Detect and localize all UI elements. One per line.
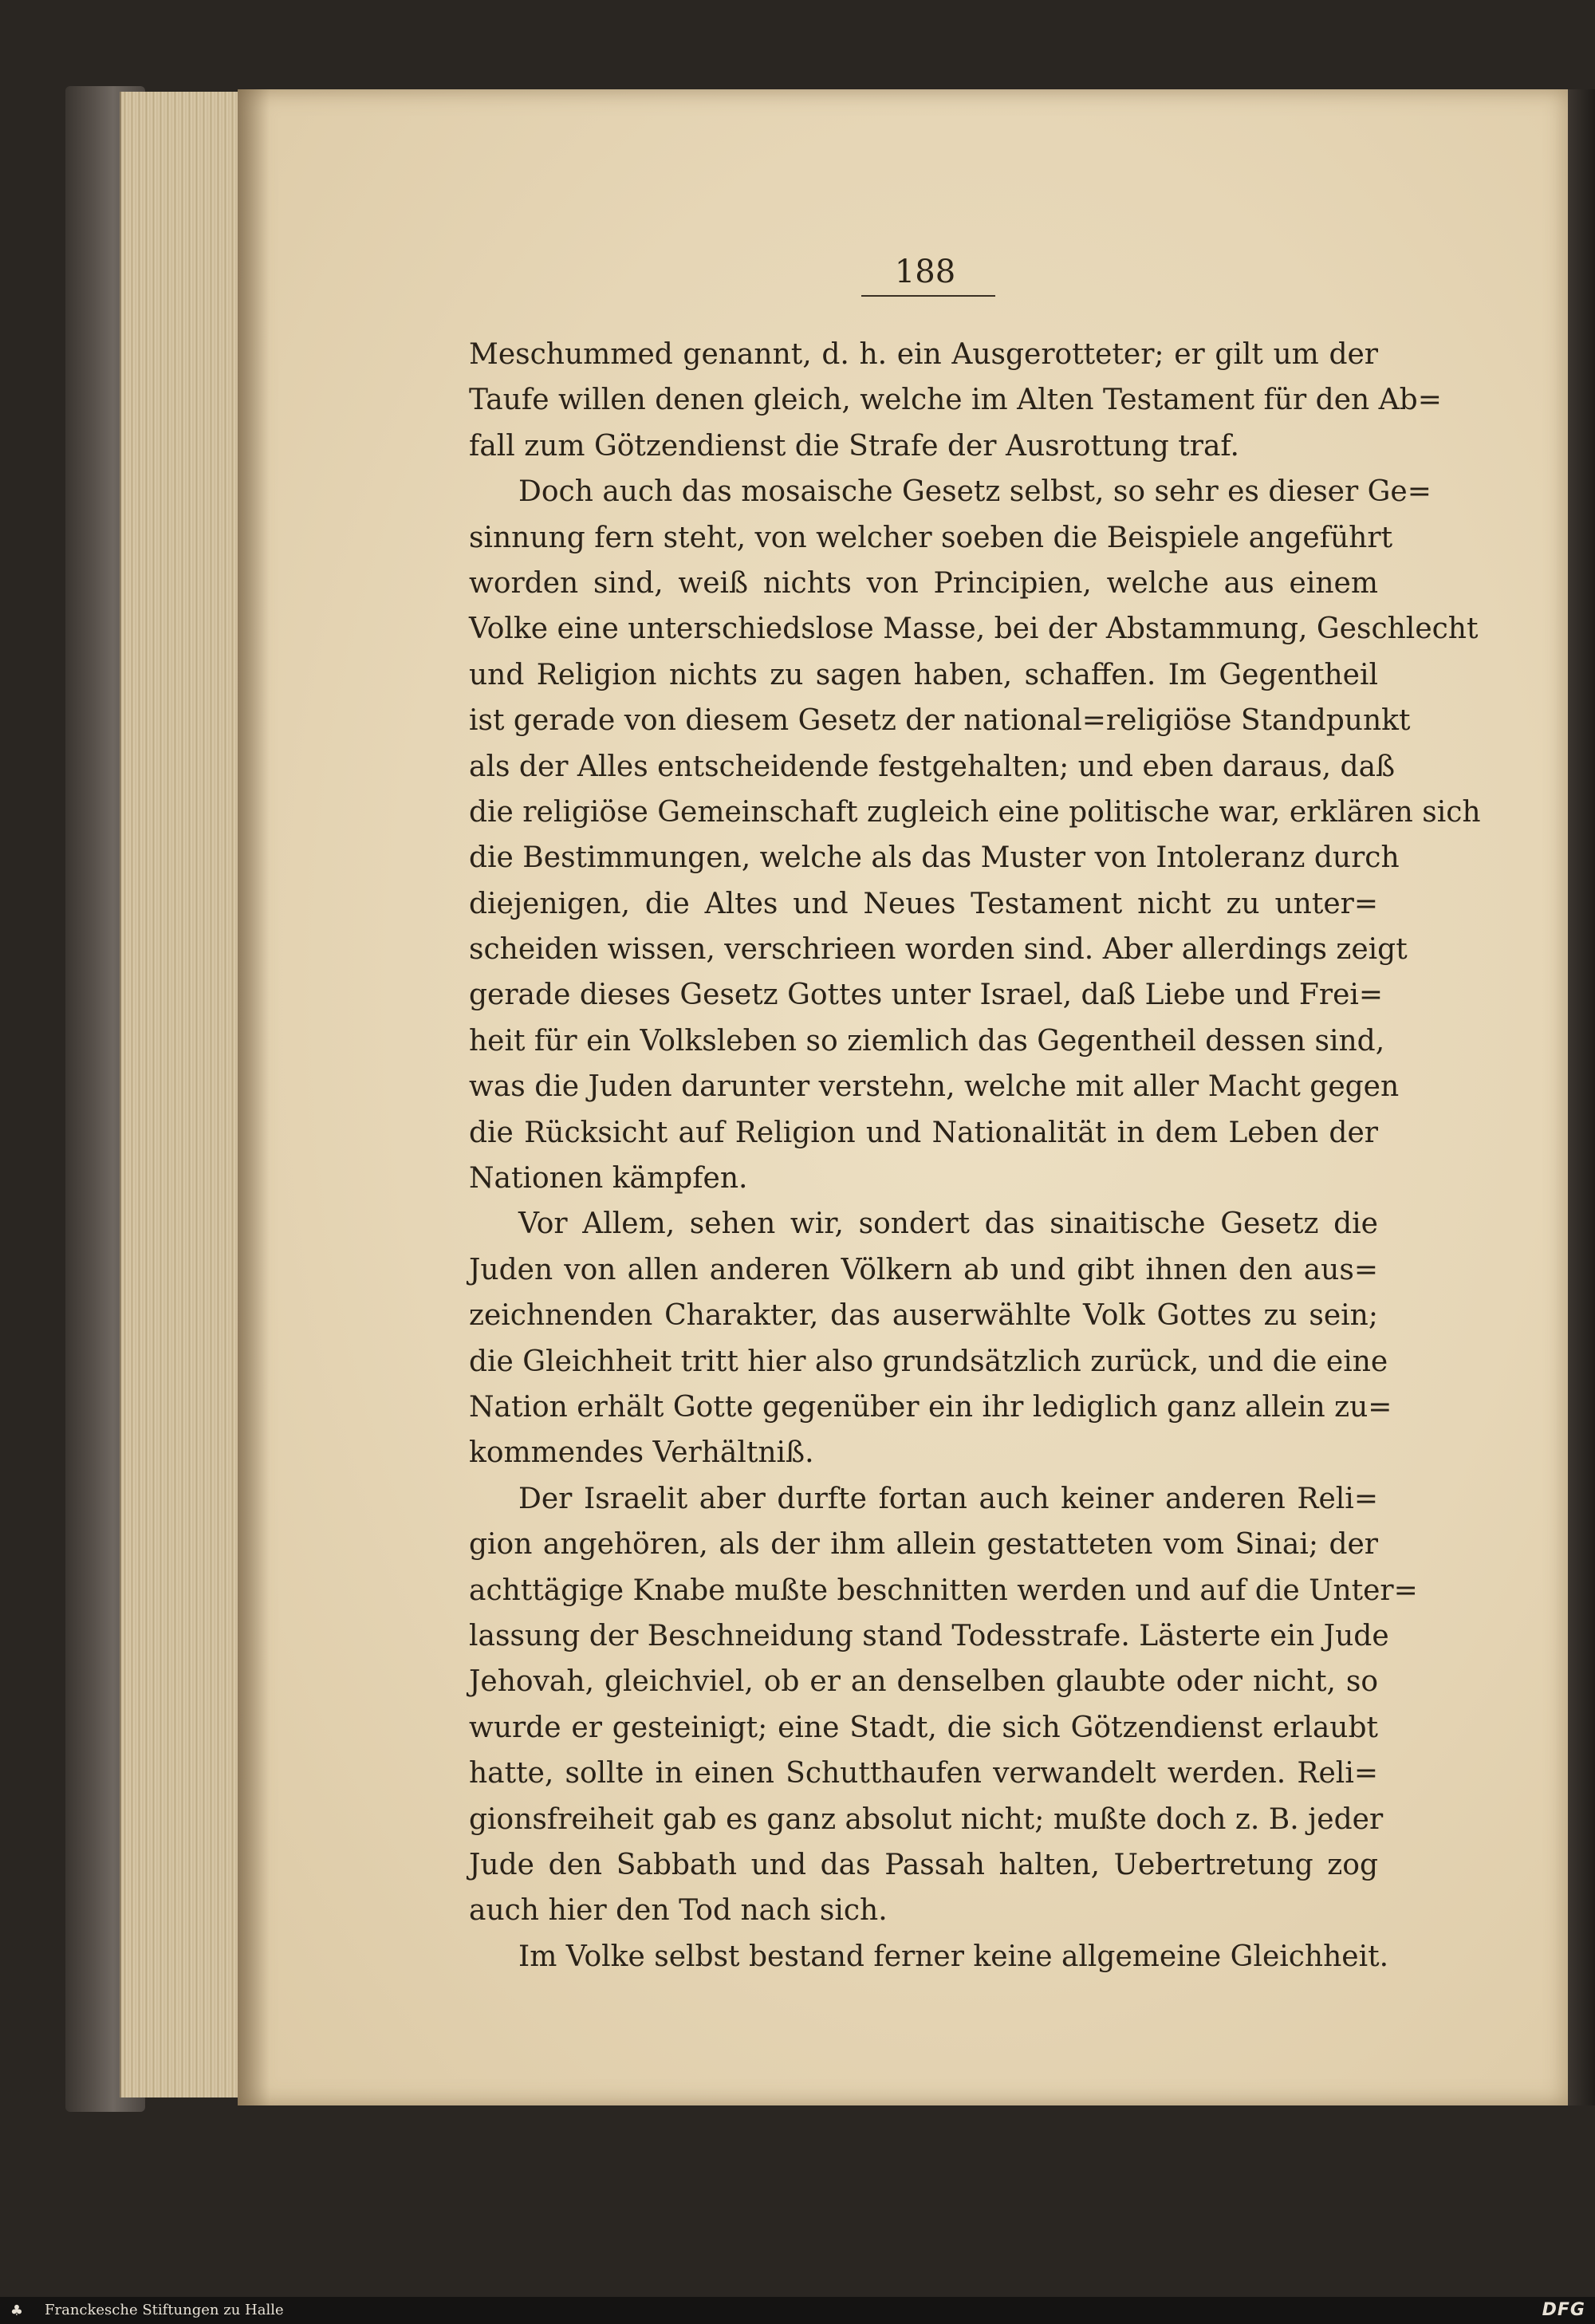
text-line: gerade dieses Gesetz Gottes unter Israel, daß Liebe und Frei= xyxy=(469,979,1384,1012)
text-line: Meschummed genannt, d. h. ein Ausgerotteter; er gilt um der xyxy=(469,338,1378,371)
text-line: kommendes Verhältniß. xyxy=(469,1436,814,1470)
text-line: als der Alles entscheidende festgehalten; und eben daraus, daß xyxy=(469,750,1396,783)
text-line: achttägige Knabe mußte beschnitten werden und auf die Unter= xyxy=(469,1574,1418,1607)
text-line: die Bestimmungen, welche als das Muster von Intoleranz durch xyxy=(469,841,1400,875)
text-line: Nation erhält Gotte gegenüber ein ihr lediglich ganz allein zu= xyxy=(469,1390,1392,1424)
body-text xyxy=(469,332,1481,1991)
text-line: und Religion nichts zu sagen haben, schaffen. Im Gegentheil xyxy=(469,658,1378,691)
text-line: Nationen kämpfen. xyxy=(469,1162,748,1195)
gutter-shadow xyxy=(238,89,270,2105)
page-number-rule xyxy=(861,295,995,297)
text-line: Im Volke selbst bestand ferner keine allgemeine Gleichheit. xyxy=(518,1940,1389,1973)
text-line: gion angehören, als der ihm allein gestatteten vom Sinai; der xyxy=(469,1528,1378,1562)
text-line: diejenigen, die Altes und Neues Testament nicht zu unter= xyxy=(469,887,1378,920)
text-line: lassung der Beschneidung stand Todesstrafe. Lästerte ein Jude xyxy=(469,1619,1389,1652)
foundation-emblem-icon: ♣ xyxy=(10,2302,24,2319)
footer-institution: Franckesche Stiftungen zu Halle xyxy=(45,2302,284,2318)
text-line: Jehovah, gleichviel, ob er an denselben glaubte oder nicht, so xyxy=(469,1665,1378,1699)
text-line: Taufe willen denen gleich, welche im Alten Testament für den Ab= xyxy=(469,384,1442,417)
text-line: fall zum Götzendienst die Strafe der Ausrottung traf. xyxy=(469,429,1239,463)
text-line: scheiden wissen, verschrieen worden sind. Aber allerdings zeigt xyxy=(469,933,1408,967)
book-cover-right xyxy=(1568,89,1595,2105)
text-line: Jude den Sabbath und das Passah halten, Uebertretung zog xyxy=(469,1848,1378,1881)
text-line: worden sind, weiß nichts von Principien, welche aus einem xyxy=(469,566,1378,600)
text-line: Vor Allem, sehen wir, sondert das sinaitische Gesetz die xyxy=(518,1207,1378,1241)
text-line: Volke eine unterschiedslose Masse, bei der Abstammung, Geschlecht xyxy=(469,613,1479,646)
text-line: die religiöse Gemeinschaft zugleich eine politische war, erklären sich xyxy=(469,795,1481,829)
text-line: heit für ein Volksleben so ziemlich das Gegentheil dessen sind, xyxy=(469,1024,1385,1058)
text-line: auch hier den Tod nach sich. xyxy=(469,1894,888,1928)
page-number: 188 xyxy=(894,254,956,290)
dfg-logo: DFG xyxy=(1542,2300,1585,2320)
text-line: hatte, sollte in einen Schutthaufen verwandelt werden. Reli= xyxy=(469,1757,1378,1790)
text-line: sinnung fern steht, von welcher soeben die Beispiele angeführt xyxy=(469,521,1393,554)
text-line: Juden von allen anderen Völkern ab und gibt ihnen den aus= xyxy=(469,1253,1378,1286)
text-line: gionsfreiheit gab es ganz absolut nicht; mußte doch z. B. jeder xyxy=(469,1802,1384,1836)
text-line: Doch auch das mosaische Gesetz selbst, so sehr es dieser Ge= xyxy=(518,475,1432,509)
text-line: ist gerade von diesem Gesetz der national=religiöse Standpunkt xyxy=(469,704,1411,738)
page-edges xyxy=(120,92,249,2098)
text-line: die Rücksicht auf Religion und Nationalität in dem Leben der xyxy=(469,1116,1378,1149)
text-line: was die Juden darunter verstehn, welche mit aller Macht gegen xyxy=(469,1070,1400,1104)
text-line: Der Israelit aber durfte fortan auch keiner anderen Reli= xyxy=(518,1482,1378,1515)
text-line: wurde er gesteinigt; eine Stadt, die sich Götzendienst erlaubt xyxy=(469,1711,1378,1744)
text-line: zeichnenden Charakter, das auserwählte Volk Gottes zu sein; xyxy=(469,1299,1378,1333)
text-line: die Gleichheit tritt hier also grundsätzlich zurück, und die eine xyxy=(469,1345,1388,1378)
